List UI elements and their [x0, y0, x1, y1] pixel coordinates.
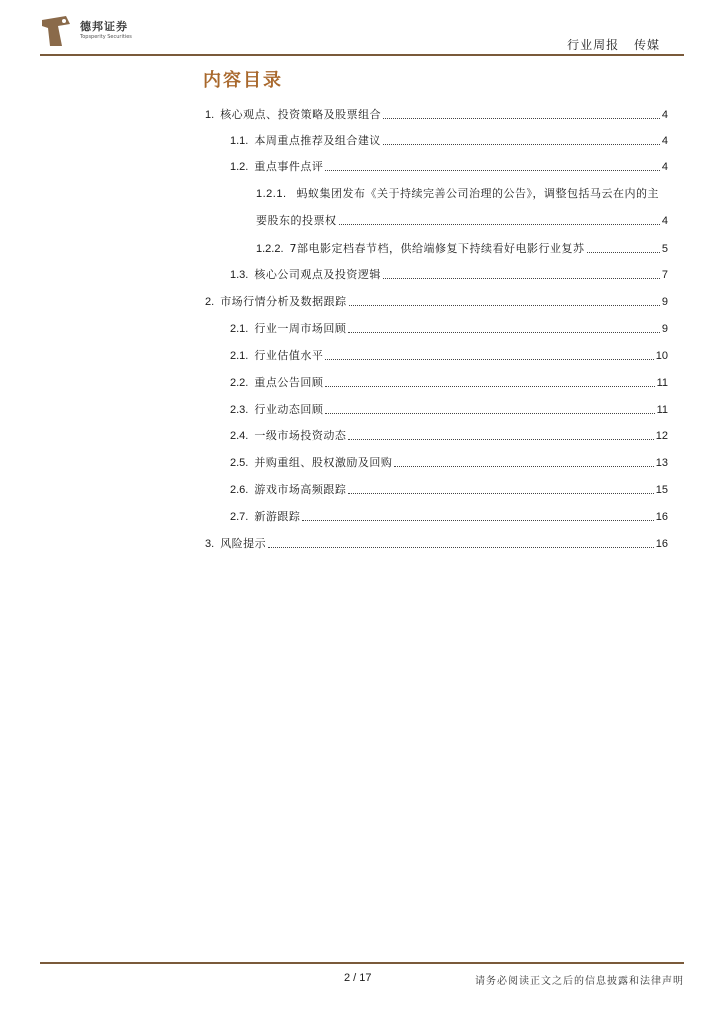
toc-entry-title: 游戏市场高频跟踪 — [254, 483, 347, 496]
toc-entry[interactable] — [230, 403, 668, 417]
toc-entry-page: 16 — [655, 538, 668, 550]
toc-entry-page: 12 — [655, 430, 668, 442]
toc-entry-number: 1.2. — [230, 161, 249, 173]
toc-entry[interactable] — [230, 160, 668, 174]
toc-entry[interactable] — [256, 242, 668, 256]
toc-title: 内容目录 — [203, 70, 283, 91]
toc-entry-number: 2. — [205, 296, 215, 308]
toc-entry-number: 1.3. — [230, 269, 249, 281]
toc-entry-title: 风险提示 — [220, 537, 267, 550]
toc-entry-page: 15 — [655, 484, 668, 496]
toc-leader-dots — [325, 386, 654, 387]
toc-entry[interactable] — [230, 349, 668, 363]
toc-entry-page: 4 — [661, 135, 668, 147]
toc-entry[interactable] — [205, 108, 668, 122]
toc-leader-dots — [268, 547, 654, 548]
toc-entry-page: 7 — [661, 269, 668, 281]
toc-entry-title-continued: 要股东的投票权 — [256, 214, 337, 227]
toc-entry[interactable] — [230, 268, 668, 282]
report-header — [557, 36, 660, 53]
toc-entry-title: 核心观点、投资策略及股票组合 — [220, 108, 382, 121]
toc-entry-title: 新游跟踪 — [254, 510, 301, 523]
toc-entry-number: 1. — [205, 109, 215, 121]
toc-entry-page: 13 — [655, 457, 668, 469]
toc-entry[interactable] — [230, 376, 668, 390]
toc-leader-dots — [394, 466, 653, 467]
toc-leader-dots — [383, 278, 660, 279]
toc-entry-number: 2.1. — [230, 323, 249, 335]
toc-entry-number: 1.1. — [230, 135, 249, 147]
toc-entry-number: 2.7. — [230, 511, 249, 523]
toc-entry[interactable] — [256, 214, 668, 228]
toc-entry-number: 2.6. — [230, 484, 249, 496]
toc-leader-dots — [348, 332, 660, 333]
toc-leader-dots — [325, 359, 653, 360]
toc-entry-page: 10 — [655, 350, 668, 362]
toc-leader-dots — [348, 493, 653, 494]
footer-divider — [40, 962, 684, 964]
toc-entry[interactable] — [230, 510, 668, 524]
toc-entry-title: 重点公告回顾 — [254, 376, 324, 389]
toc-leader-dots — [587, 252, 660, 253]
toc-entry[interactable] — [230, 322, 668, 336]
toc-entry-page: 9 — [661, 323, 668, 335]
toc-entry-number: 2.4. — [230, 430, 249, 442]
toc-entry-page: 9 — [661, 296, 668, 308]
toc-entry[interactable] — [230, 456, 668, 470]
toc-entry[interactable] — [230, 429, 668, 443]
toc-entry-number: 1.2.1. — [256, 188, 287, 200]
toc-leader-dots — [383, 118, 660, 119]
toc-entry[interactable] — [230, 134, 668, 148]
report-sector: 传媒 — [633, 38, 660, 52]
toc-entry-page: 4 — [661, 161, 668, 173]
company-logo — [40, 14, 220, 50]
toc-entry-number: 1.2.2. — [256, 243, 284, 255]
company-name-cn: 德邦证券 — [80, 20, 128, 33]
toc-entry-title: 市场行情分析及数据跟踪 — [220, 295, 347, 308]
toc-leader-dots — [325, 413, 654, 414]
toc-entry-page: 11 — [656, 377, 668, 389]
toc-entry-number: 2.2. — [230, 377, 249, 389]
toc-entry-page: 5 — [661, 243, 668, 255]
toc-entry-title: 行业估值水平 — [254, 349, 324, 362]
toc-entry-title: 核心公司观点及投资逻辑 — [254, 268, 381, 281]
toc-entry[interactable] — [205, 295, 668, 309]
toc-leader-dots — [325, 170, 660, 171]
toc-entry[interactable] — [230, 483, 668, 497]
toc-entry-page: 4 — [661, 215, 668, 227]
toc-entry-title: 行业一周市场回顾 — [254, 322, 347, 335]
header-divider — [40, 54, 684, 56]
toc-entry-number: 2.1. — [230, 350, 249, 362]
toc-entry-page: 16 — [655, 511, 668, 523]
legal-disclaimer: 请务必阅读正文之后的信息披露和法律声明 — [475, 976, 684, 987]
toc-entry-number: 2.3. — [230, 404, 249, 416]
toc-entry-title: 重点事件点评 — [254, 160, 324, 173]
toc-entry-title: 一级市场投资动态 — [254, 429, 347, 442]
toc-leader-dots — [339, 224, 660, 225]
toc-entry-title: 蚂蚁集团发布《关于持续完善公司治理的公告》，调整包括马云在内的主 — [296, 187, 660, 200]
toc-entry-page: 4 — [661, 109, 668, 121]
logo-emblem-icon — [40, 14, 72, 48]
toc-leader-dots — [383, 144, 660, 145]
toc-entry-title: 并购重组、股权激励及回购 — [254, 456, 393, 469]
toc-entry-wrapped-first-line[interactable] — [256, 187, 659, 201]
toc-leader-dots — [349, 305, 660, 306]
toc-entry-title: 本周重点推荐及组合建议 — [254, 134, 381, 147]
toc-entry[interactable] — [205, 537, 668, 551]
toc-leader-dots — [348, 439, 653, 440]
toc-entry-title: 7部电影定档春节档，供给端修复下持续看好电影行业复苏 — [289, 242, 585, 255]
toc-entry-number: 3. — [205, 538, 215, 550]
toc-entry-number: 2.5. — [230, 457, 249, 469]
toc-entry-page: 11 — [656, 404, 668, 416]
company-name-en: Topsperity Securities — [80, 34, 132, 40]
toc-entry-title: 行业动态回顾 — [254, 403, 324, 416]
page-number: 2 / 17 — [344, 972, 372, 984]
report-type: 行业周报 — [567, 38, 620, 52]
toc-leader-dots — [302, 520, 653, 521]
